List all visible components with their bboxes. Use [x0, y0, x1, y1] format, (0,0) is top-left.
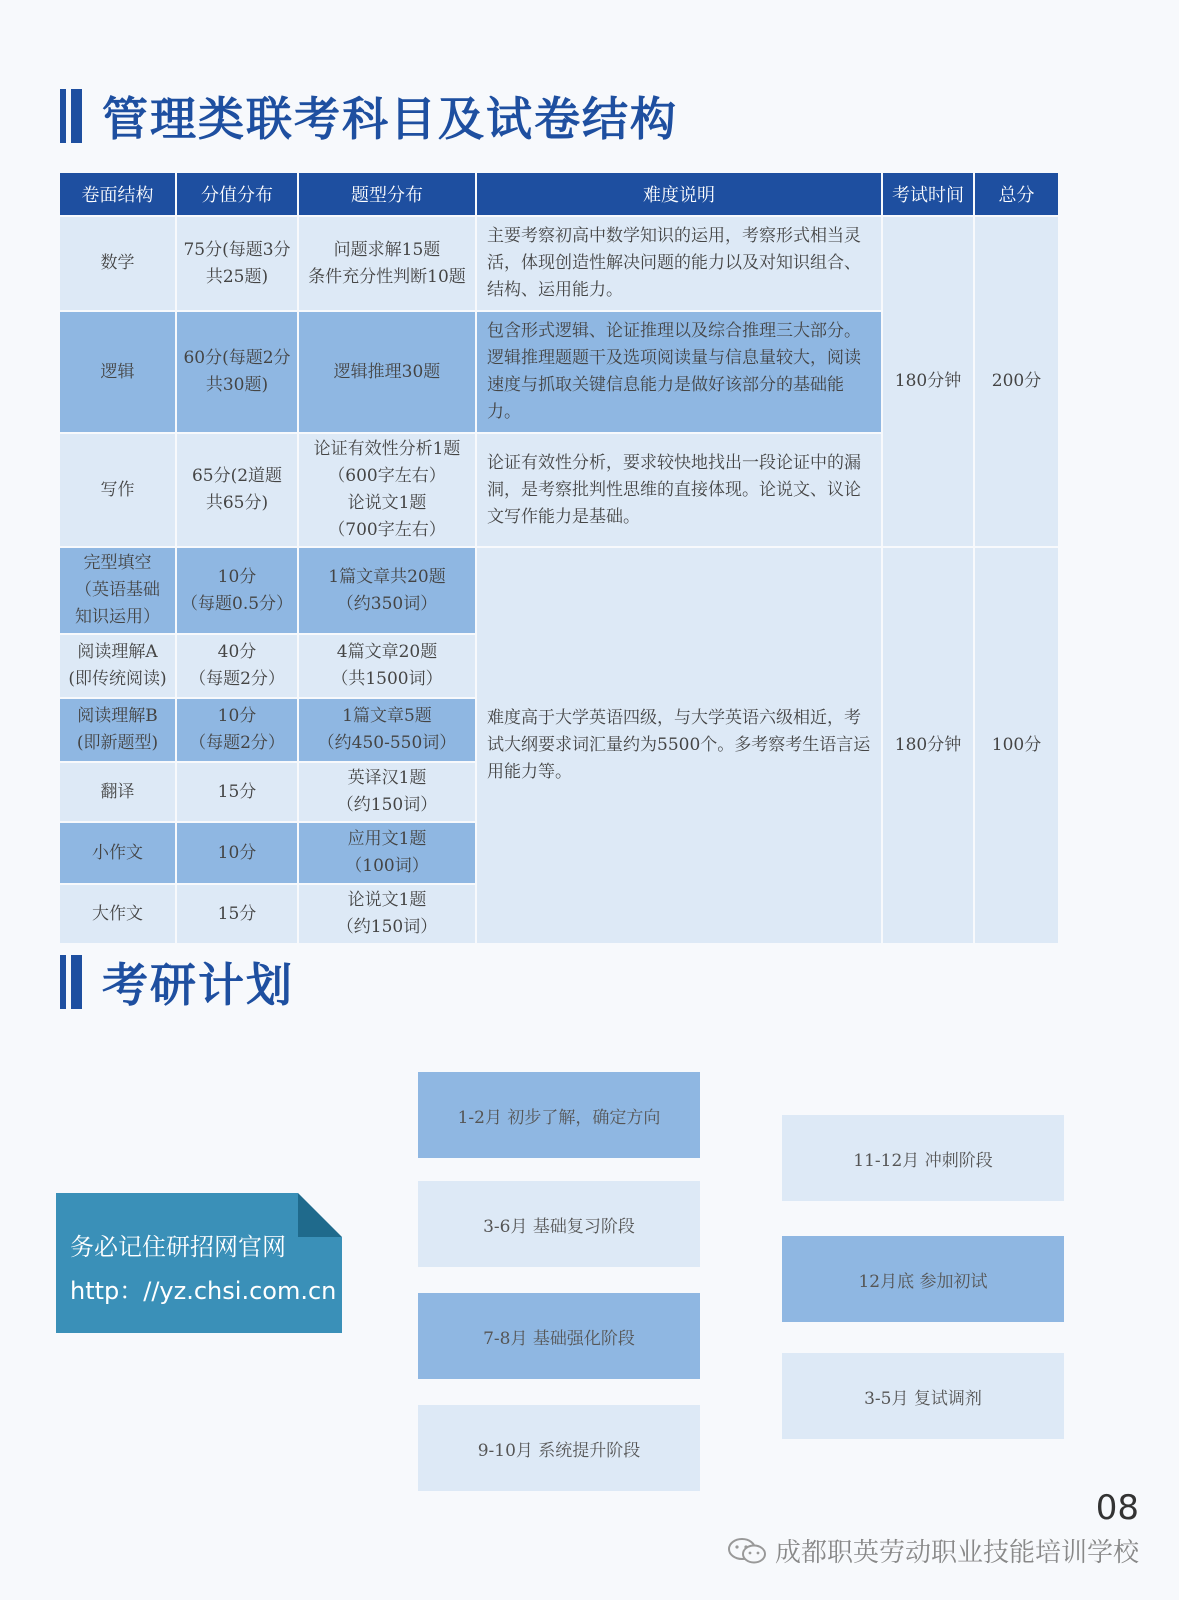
plan-step-mar-may: 3-5月 复试调剂	[782, 1353, 1064, 1439]
row-types: 4篇文章20题 （共1500词）	[298, 634, 476, 698]
plan-step-sep-oct: 9-10月 系统提升阶段	[418, 1405, 700, 1491]
header-difficulty: 难度说明	[476, 172, 882, 216]
row-name: 小作文	[59, 822, 176, 884]
official-website-notice	[56, 1193, 342, 1333]
plan-step-mar-jun: 3-6月 基础复习阶段	[418, 1181, 700, 1267]
header-structure: 卷面结构	[59, 172, 176, 216]
row-name: 翻译	[59, 762, 176, 822]
row-score: 15分	[176, 884, 298, 944]
row-score: 65分(2道题 共65分)	[176, 433, 298, 547]
row-types: 1篇文章5题 （约450-550词）	[298, 698, 476, 762]
difficulty-math: 主要考察初高中数学知识的运用，考察形式相当灵活，体现创造性解决问题的能力以及对知识组合、结构、运用能力。	[476, 216, 882, 311]
header-exam-time: 考试时间	[882, 172, 974, 216]
header-total: 总分	[974, 172, 1059, 216]
section-title-study-plan	[60, 954, 294, 1010]
total-score-management: 200分	[974, 216, 1059, 547]
plan-step-dec-end: 12月底 参加初试	[782, 1236, 1064, 1322]
row-types: 论说文1题 （约150词）	[298, 884, 476, 944]
row-types: 应用文1题 （100词）	[298, 822, 476, 884]
exam-structure-table	[58, 171, 1060, 945]
row-types: 1篇文章共20题 （约350词）	[298, 547, 476, 634]
row-name: 阅读理解A (即传统阅读)	[59, 634, 176, 698]
footer-org-name: 成都职英劳动职业技能培训学校	[774, 1538, 1139, 1568]
header-score: 分值分布	[176, 172, 298, 216]
header-question-types: 题型分布	[298, 172, 476, 216]
notice-title: 务必记住研招网官网	[70, 1233, 286, 1261]
table-header-row	[59, 172, 1059, 216]
page-number: 08	[1095, 1488, 1139, 1528]
row-score: 10分 （每题2分）	[176, 698, 298, 762]
row-score: 60分(每题2分 共30题)	[176, 311, 298, 433]
footer-watermark	[727, 1532, 1139, 1569]
table-row	[59, 216, 1059, 311]
table-row	[59, 547, 1059, 634]
row-name: 阅读理解B (即新题型)	[59, 698, 176, 762]
plan-step-jul-aug: 7-8月 基础强化阶段	[418, 1293, 700, 1379]
section-title-exam-structure	[60, 88, 678, 144]
row-name: 大作文	[59, 884, 176, 944]
wechat-icon	[727, 1537, 767, 1565]
title-accent-bar	[60, 955, 82, 1009]
difficulty-writing: 论证有效性分析，要求较快地找出一段论证中的漏洞，是考察批判性思维的直接体现。论说文、议论文写作能力是基础。	[476, 433, 882, 547]
title-accent-bar	[60, 89, 82, 143]
row-score: 15分	[176, 762, 298, 822]
row-name: 逻辑	[59, 311, 176, 433]
section-title-text: 管理类联考科目及试卷结构	[102, 92, 678, 146]
section-title-text: 考研计划	[102, 958, 294, 1012]
exam-time-management: 180分钟	[882, 216, 974, 547]
folded-corner	[298, 1193, 342, 1237]
row-types: 论证有效性分析1题 （600字左右） 论说文1题 （700字左右）	[298, 433, 476, 547]
row-name: 数学	[59, 216, 176, 311]
row-types: 逻辑推理30题	[298, 311, 476, 433]
row-name: 完型填空 （英语基础 知识运用）	[59, 547, 176, 634]
row-score: 10分 （每题0.5分）	[176, 547, 298, 634]
notice-url[interactable]: http：//yz.chsi.com.cn	[70, 1277, 337, 1305]
row-types: 英译汉1题 （约150词）	[298, 762, 476, 822]
row-score: 40分 （每题2分）	[176, 634, 298, 698]
difficulty-logic: 包含形式逻辑、论证推理以及综合推理三大部分。逻辑推理题题干及选项阅读量与信息量较大，阅读速度与抓取关键信息能力是做好该部分的基础能力。	[476, 311, 882, 433]
row-name: 写作	[59, 433, 176, 547]
row-score: 10分	[176, 822, 298, 884]
row-score: 75分(每题3分 共25题)	[176, 216, 298, 311]
total-score-english: 100分	[974, 547, 1059, 944]
difficulty-english: 难度高于大学英语四级，与大学英语六级相近，考试大纲要求词汇量约为5500个。多考察考生语言运用能力等。	[476, 547, 882, 944]
exam-time-english: 180分钟	[882, 547, 974, 944]
plan-step-jan-feb: 1-2月 初步了解，确定方向	[418, 1072, 700, 1158]
row-types: 问题求解15题 条件充分性判断10题	[298, 216, 476, 311]
plan-step-nov-dec: 11-12月 冲刺阶段	[782, 1115, 1064, 1201]
